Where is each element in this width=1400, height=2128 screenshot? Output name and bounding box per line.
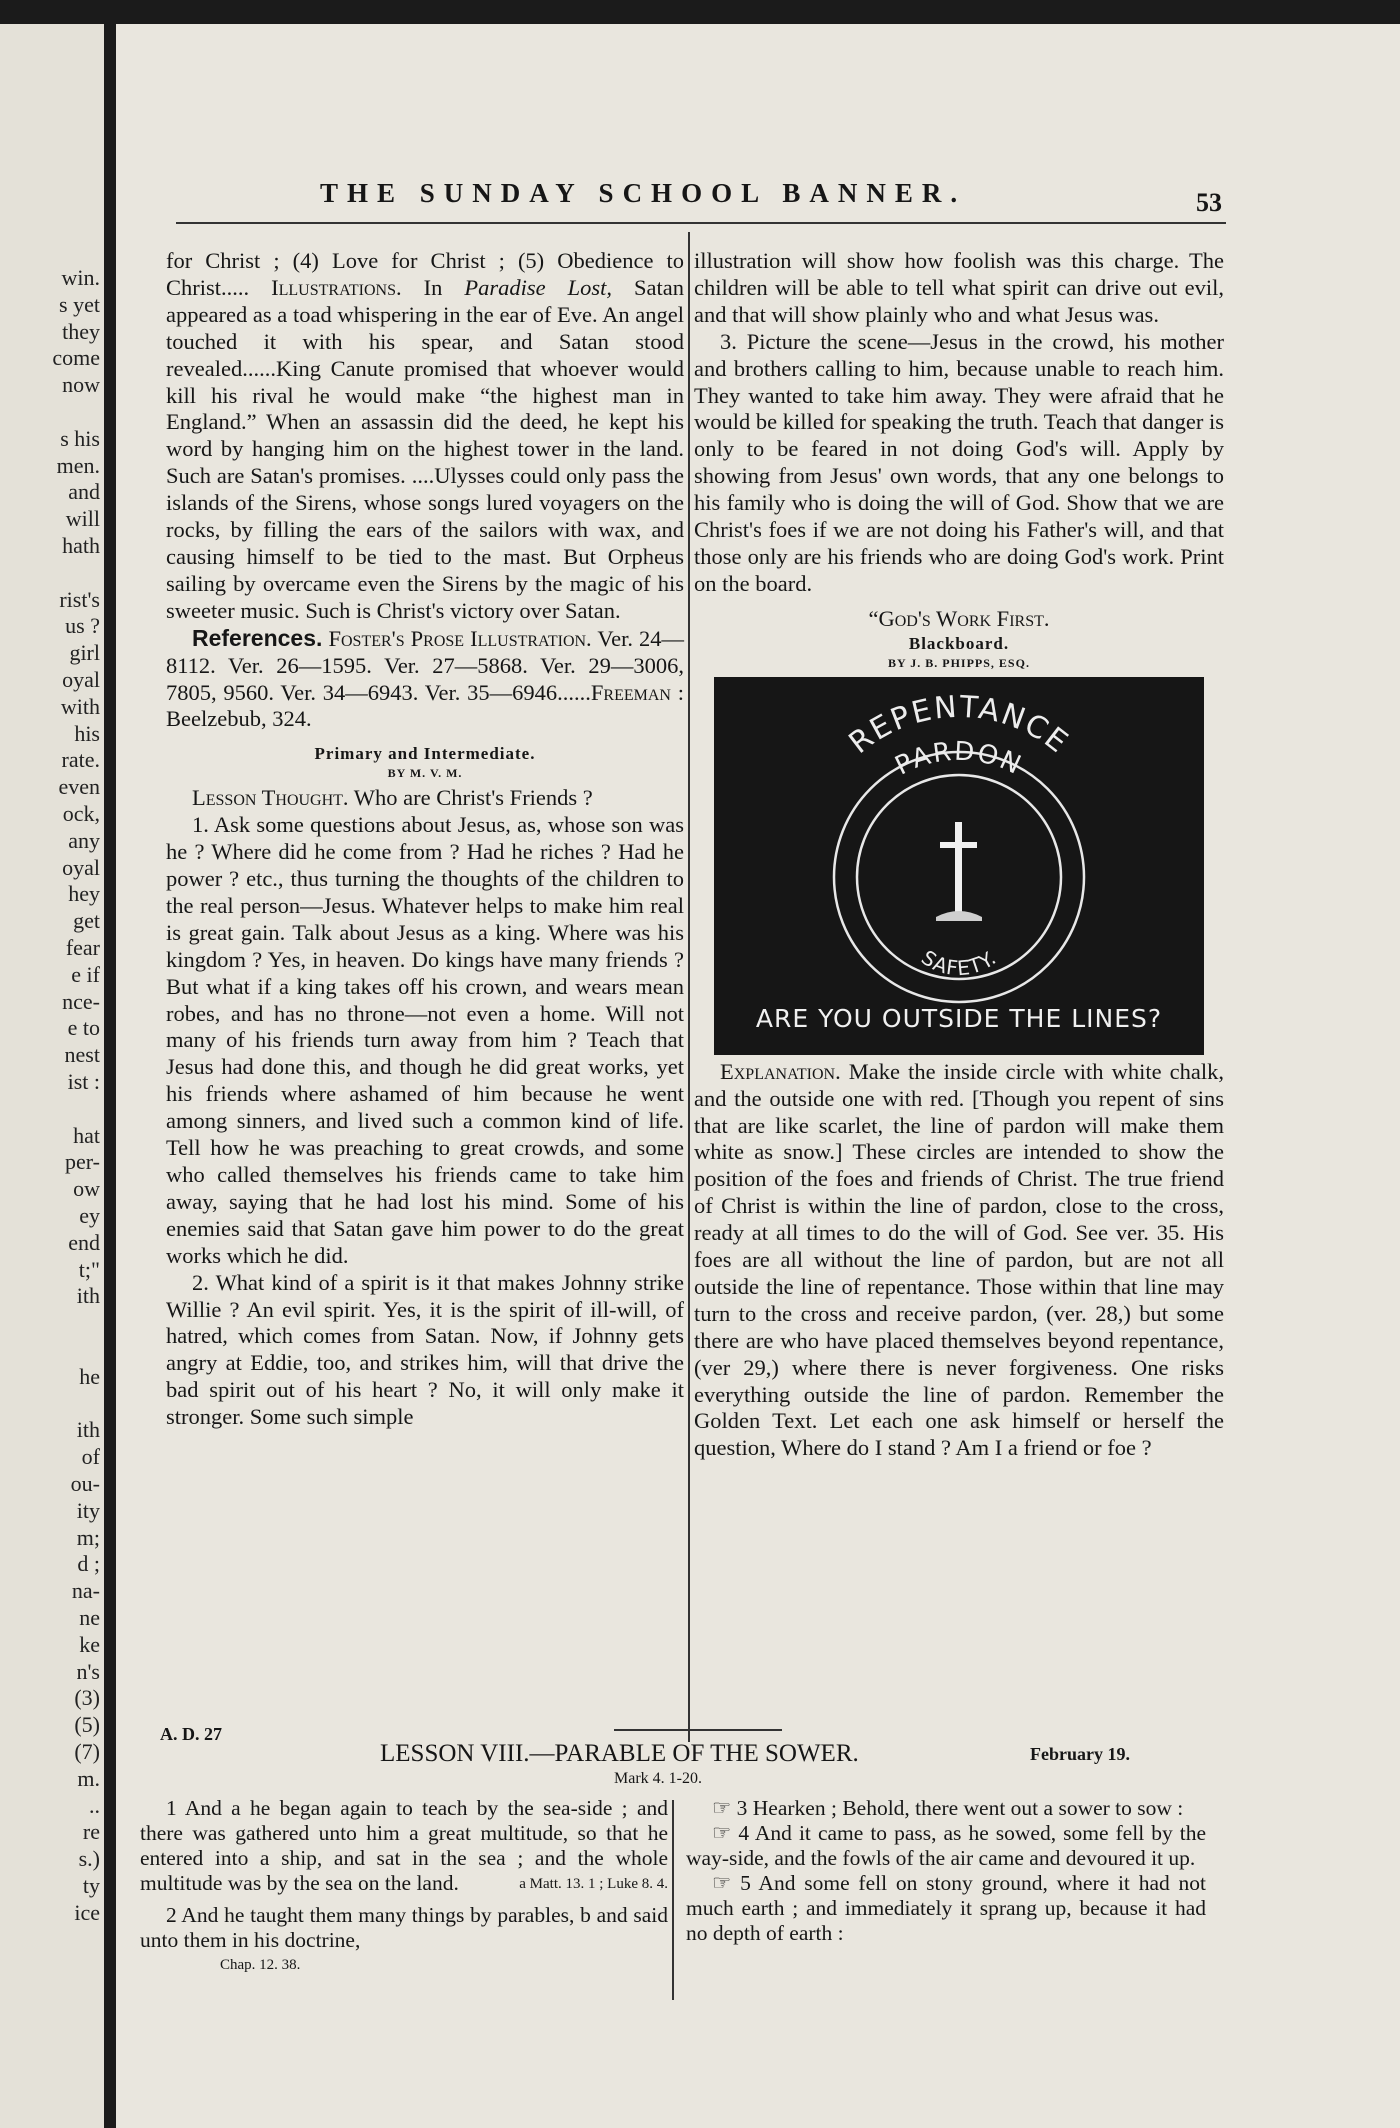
previous-page-fragment: with [60,693,100,719]
verse-3: ☞ 3 Hearken ; Behold, there went out a sower to sow : [712,1796,1184,1820]
previous-page-fragment: ity [76,1497,100,1523]
explanation-paragraph: Explanation. Make the inside circle with white chalk, and the outside one with red. [Though you repent of sins that are like scarlet, the line of pardon will make them white as snow.] These circles are intended to show the position of the foes and friends of Christ. The true friend of Christ is within the line of pardon, close to the cross, ready at all times to do the will of God. See ver. 35. His foes are all without the line of pardon, but are not all outside the line of repentance. Those within that line may turn to the cross and receive pardon, (ver. 28,) but some there are who have placed themselves beyond repentance, (ver 29,) where there is never forgiveness. One risks everything outside the line of pardon. Remember the Golden Text. Let each one ask himself or herself the question, Where do I stand ? Am I a friend or foe ? [694,1058,1224,1461]
verse-2: 2 And he taught them many things by parables, b and said unto them in his doctrine, [140,1903,668,1952]
pointing-hand-icon: ☞ [712,1821,739,1845]
pardon-arc-text: PARDON [890,736,1027,782]
previous-page-fragment: re [82,1819,100,1845]
lesson-divider-ornament [614,1729,782,1731]
previous-page-fragment: ey [79,1203,100,1228]
previous-page-fragment: oyal [62,854,100,880]
previous-page-fragment: rate. [61,747,100,773]
previous-page-fragment: ock, [62,801,100,826]
running-header: THE SUNDAY SCHOOL BANNER. [320,178,967,208]
previous-page-fragment: get [73,908,100,934]
previous-page-fragment: (7) [74,1739,100,1764]
header-rule [176,222,1226,224]
previous-page-fragment: now [62,372,100,398]
previous-page-fragment: his [74,720,100,746]
previous-page-fragment: ty [82,1873,100,1898]
previous-page-fragment: girl [69,640,100,666]
previous-page-fragment: t;" [78,1256,100,1282]
blackboard-heading: Blackboard. [908,633,1010,653]
continuation-paragraph: illustration will show how foolish was this charge. The children will be able to tell what spirit can drive out evil, and that will show plainly who and what Jesus was. [694,248,1224,327]
previous-page-fragment: d ; [77,1551,100,1577]
blackboard-illustration [714,677,1204,1055]
previous-page-fragment: us ? [65,613,100,639]
previous-page-fragment: oyal [62,667,100,692]
cross-icon [936,822,982,921]
blackboard-byline: BY J. B. PHIPPS, ESQ. [888,655,1030,670]
previous-page-fragment: they [62,318,100,344]
previous-page-fragment: ith [76,1417,100,1443]
previous-page-fragment: of [81,1444,100,1470]
references-paragraph: References. Foster's Prose Illustration. Ver. 24—8112. Ver. 26—1595. Ver. 27—5868. Ver. 29—3006, 7805, 9560. Ver. 34—6943. Ver. 35—6946......Freeman : Beelzebub, 324. [166,624,684,732]
previous-page-fragment: ith [76,1283,100,1309]
previous-page-fragment: hath [62,533,100,558]
repentance-arc-text: REPENTANCE [842,689,1076,761]
verse-5: ☞ 5 And some fell on stony ground, where it had not much earth ; and immediately it sprang up, because it had no depth of earth : [686,1871,1207,1945]
lesson-title: LESSON VIII.—PARABLE OF THE SOWER. [380,1740,859,1767]
previous-page-fragment: s his [60,425,100,451]
lesson-date: February 19. [1030,1744,1130,1764]
blackboard-caption: ARE YOU OUTSIDE THE LINES? [755,1003,1163,1033]
illustrations-paragraph: for Christ ; (4) Love for Christ ; (5) Obedience to Christ..... Illustrations. In Paradise Lost, Satan appeared as a toad whispering in the ear of Eve. An angel touched it with his spear, and Satan stood revealed......King Canute promised that whoever would kill his rival he would make “the highest man in England.” When an assassin did the deed, he kept his word by hanging him on the highest tower in the land. Such are Satan's promises. ....Ulysses could only pass the islands of the Sirens, whose songs lured voyagers on the rocks, by filling the ears of the sailors with wax, and causing himself to be tied to the mast. But Orpheus sailing by overcame even the Sirens by the magic of his sweeter music. Such is Christ's victory over Satan. [166,248,684,623]
left-column [166,248,684,1431]
verse-1-cross-reference: a Matt. 13. 1 ; Luke 8. 4. [519,1876,668,1892]
previous-page-fragment: come [52,345,100,371]
page-number: 53 [1196,188,1222,217]
point-1: 1. Ask some questions about Jesus, as, whose son was he ? Where did he come from ? Had he riches ? Had he power ? etc., thus turning the thoughts of the children to the real person—Jesus. Whatever helps to make him real is great gain. Talk about Jesus as a king. Where was his kingdom ? Yes, in heaven. Do kings have many friends ? But what if a king takes off his crown, and wears mean robes, and has no throne—not even a home. Will not many of his friends turn away from him ? Teach that Jesus had done this, and though he did great works, yet his friends where ashamed of him because he went among sinners, and lived such a common kind of life. Tell how he was preaching to great crowds, and some who called themselves his friends came to take him away, saying that he had lost his mind. Some of his enemies said that Satan gave him power to do the great works which he did. [166,812,684,1268]
previous-page-fragment: .. [89,1792,100,1818]
lesson-reference: Mark 4. 1-20. [614,1770,702,1787]
previous-page-fragment: (5) [74,1712,100,1738]
lesson-thought: Lesson Thought. Who are Christ's Friends ? [192,785,593,811]
previous-page-fragment: rist's [59,586,100,612]
previous-page-fragment: e if [71,961,100,987]
previous-page-fragment: ou- [70,1471,100,1496]
previous-page-fragment: na- [71,1578,100,1604]
previous-page-fragment: men. [56,452,100,478]
previous-page-fragment: ne [79,1605,100,1630]
previous-page-fragment: s.) [78,1846,100,1872]
previous-page-fragment: and [68,479,100,505]
verse-4: ☞ 4 And it came to pass, as he sowed, some fell by the way-side, and the fowls of the air came and devoured it up. [686,1821,1206,1870]
right-column [694,248,1224,1462]
lesson-verses-right [686,1796,1206,1946]
column-divider [688,232,690,1742]
previous-page-fragment: even [58,774,100,800]
previous-page-fragment: win. [61,265,100,290]
previous-page-fragment: he [79,1363,100,1389]
verse-divider [672,1800,674,2000]
safety-arc-text: SAFETY. [917,944,1002,981]
previous-page-fragment: any [68,827,100,853]
previous-page-fragment: ist : [67,1069,100,1094]
previous-page-fragment: will [65,506,100,532]
pointing-hand-icon: ☞ [712,1871,741,1895]
previous-page-fragment: ke [79,1631,100,1657]
previous-page-fragment: m; [76,1524,100,1550]
pointing-hand-icon: ☞ [712,1796,737,1820]
point-2: 2. What kind of a spirit is it that makes Johnny strike Willie ? An evil spirit. Yes, it is the spirit of ill-will, of hatred, which comes from Satan. Now, if Johnny gets angry at Eddie, too, and strikes him, will that drive the bad spirit out of his heart ? No, it will only make it stronger. Some such simple [166,1269,684,1430]
previous-page-fragment: m. [77,1765,100,1791]
lesson-verses-left [140,1796,668,1978]
lesson-year: A. D. 27 [160,1724,222,1744]
previous-page-fragment: nce- [62,988,100,1014]
previous-page-fragment: fear [65,935,100,960]
primary-byline: BY M. V. M. [387,766,463,781]
previous-page-fragment: per- [65,1149,100,1175]
previous-page-fragment: ow [73,1176,100,1202]
verse-2-cross-reference: Chap. 12. 38. [220,1957,301,1973]
previous-page-edge [0,24,104,2128]
previous-page-fragment: hey [68,881,100,907]
previous-page-fragment: end [68,1229,100,1255]
previous-page-fragment: hat [73,1122,100,1148]
previous-page-fragment: s yet [59,291,100,317]
previous-page-fragment: e to [67,1015,100,1041]
primary-heading: Primary and Intermediate. [314,744,536,764]
previous-page-fragment: n's [76,1658,100,1684]
motto: “God's Work First. [868,605,1050,631]
previous-page-fragment: (3) [74,1685,100,1711]
point-3: 3. Picture the scene—Jesus in the crowd, his mother and brothers calling to him, because unable to reach him. They wanted to take him away. They were afraid that he would be killed for speaking the truth. Teach that danger is only to be feared in not doing God's will. Apply by showing from Jesus' own words, that any one belongs to his family who is doing the will of God. Show that we are Christ's foes if we are not doing his Father's will, and that those only are his friends who are doing God's work. Print on the board. [694,328,1224,596]
previous-page-fragment: nest [64,1042,100,1068]
previous-page-fragment: ice [74,1899,100,1925]
verse-1: 1 And a he began again to teach by the sea-side ; and there was gathered unto him a great multitude, so that he entered into a ship, and sat in the sea ; and the whole multitude was by the sea on the land. [140,1796,668,1895]
